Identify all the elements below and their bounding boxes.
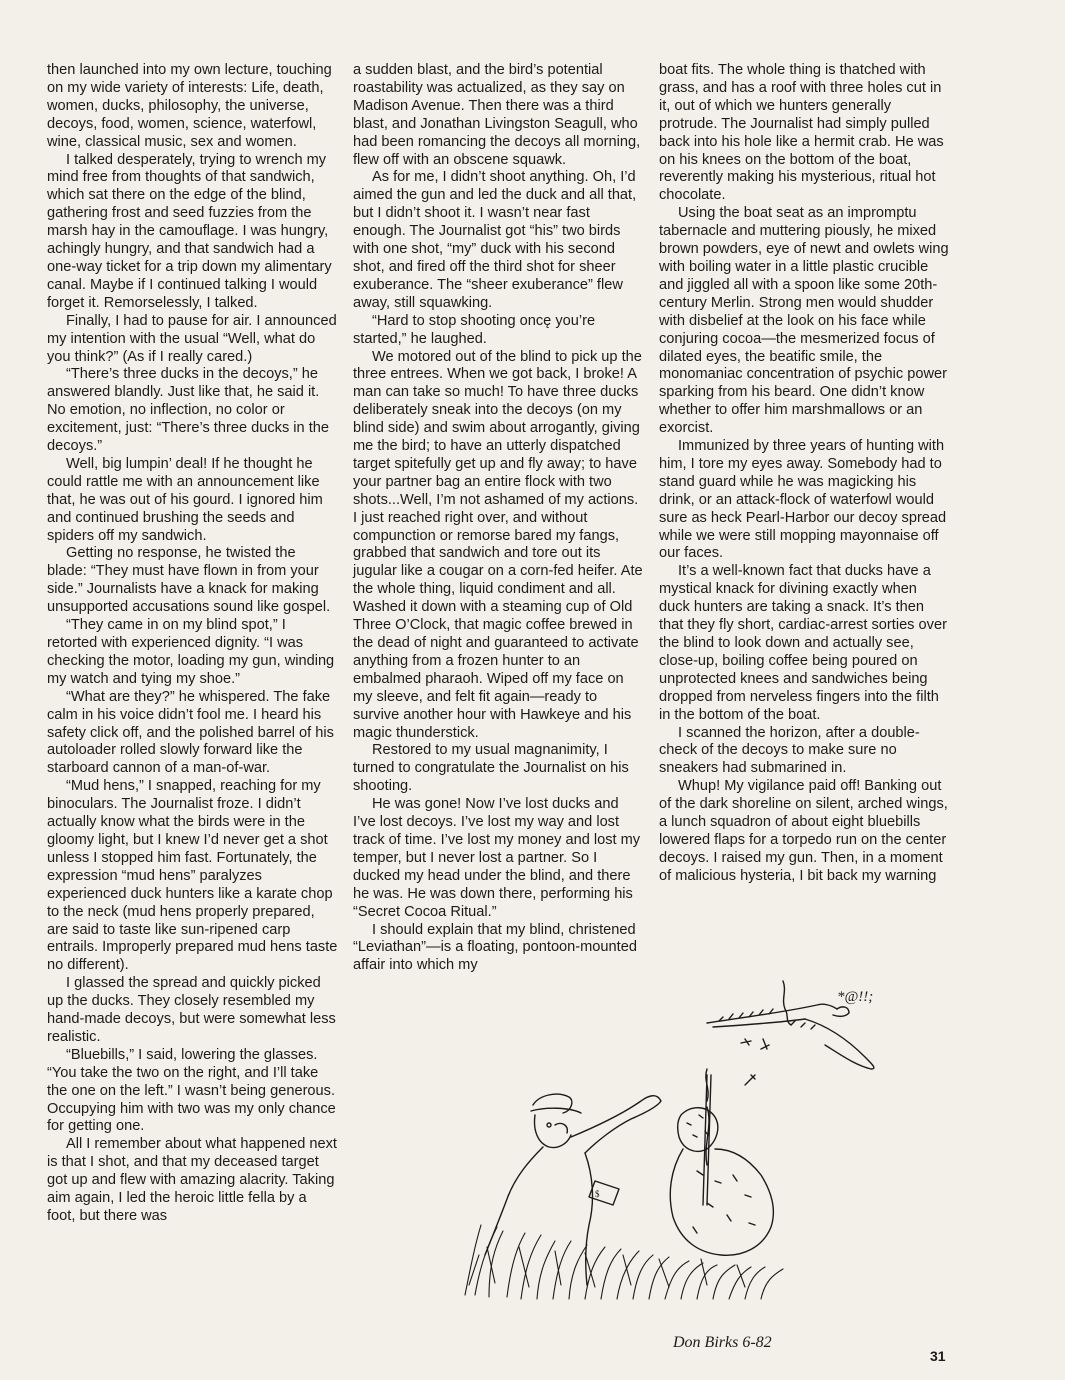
paragraph: then launched into my own lecture, touching on my wide variety of interests: Life, death, women, ducks, philosophy, the universe, decoys, food, women, science, waterfowl, wine, classical music, sex and women. — [47, 62, 332, 150]
paragraph: “Hard to stop shooting oncę you’re started,” he laughed. — [353, 312, 596, 347]
paragraph: Getting no response, he twisted the blade: “They must have flown in from your side.” Journalists have a knack for making unsupported accusations sound like gospel. — [47, 545, 331, 616]
paragraph: I should explain that my blind, christened “Leviathan”—is a floating, pontoon-mounted affair into which my — [353, 921, 637, 974]
page-number: 31 — [930, 1348, 946, 1364]
paragraph: I talked desperately, trying to wrench my mind free from thoughts of that sandwich, which sat there on the edge of the blind, gathering frost and seed fuzzies from the marsh hay in the camouflage. I was hungry, achingly hungry, and that sandwich had a one-way ticket for a trip down my alimentary canal. Maybe if I continued talking I would forget it. Remorselessly, I talked. — [47, 151, 332, 311]
paragraph: He was gone! Now I’ve lost ducks and I’ve lost decoys. I’ve lost my way and lost track of time. I’ve lost my money and lost my temper, but I never lost a partner. So I ducked my head under the blind, and there he was. He was down there, performing his “Secret Cocoa Ritual.” — [353, 796, 641, 920]
paragraph: Whup! My vigilance paid off! Banking out of the dark shoreline on silent, arched wings, a lunch squadron of about eight bluebills lowered flaps for a torpedo run on the center decoys. I raised my gun. Then, in a moment of malicious hysteria, I bit back my warning — [659, 778, 948, 884]
paragraph: Immunized by three years of hunting with him, I tore my eyes away. Somebody had to stand guard while he was magicking his drink, or an attack-flock of waterfowl would sure as heck Pearl-Harbor our decoy spread while we were still mopping mayonnaise off our faces. — [659, 438, 947, 562]
paragraph: “Mud hens,” I snapped, reaching for my binoculars. The Journalist froze. I didn’t actually know what the birds were in the gloomy light, but I knew I’d never get a shot unless I stopped him fast. Fortunately, the expression “mud hens” paralyzes experienced duck hunters like a karate chop to the neck (mud hens properly prepared, are said to taste like sun-ripened carp entrails. Improperly prepared mud hens taste no different). — [47, 778, 338, 974]
paragraph: Restored to my usual magnanimity, I turned to congratulate the Journalist on his shooting. — [353, 742, 629, 795]
right-hunter-drawing — [670, 1075, 773, 1255]
check-text: $ — [595, 1189, 600, 1199]
text-column-2 — [353, 62, 645, 975]
paragraph: “There’s three ducks in the decoys,” he answered blandly. Just like that, he said it. No emotion, no inflection, no color or excitement, just: “There’s three ducks in the decoys.” — [47, 366, 330, 455]
paragraph: As for me, I didn’t shoot anything. Oh, I’d aimed the gun and led the duck and all that, but I didn’t shoot it. I wasn’t near fast enough. The Journalist got “his” two birds with one shot, “my” duck with his second shot, and fired off the third shot for sheer exuberance. The “sheer exuberance” flew away, still squawking. — [353, 169, 637, 311]
paragraph: I scanned the horizon, after a double-check of the decoys to make sure no sneakers had submarined in. — [659, 724, 920, 777]
duck-exclamation: *@!!; — [837, 989, 874, 1005]
paragraph: boat fits. The whole thing is thatched with grass, and has a roof with three holes cut in it, out of which we hunters generally protrude. The Journalist had simply pulled back into his hole like a hermit crab. He was on his knees on the bottom of the boat, reverently making his mysterious, ritual hot chocolate. — [659, 62, 944, 204]
text-column-3 — [659, 62, 951, 886]
paragraph: a sudden blast, and the bird’s potential roastability was actualized, as they say on Madison Avenue. Then there was a third blast, and Jonathan Livingston Seagull, who had been romancing the decoys all morning, flew off with an obscene squawk. — [353, 62, 641, 168]
paragraph: I glassed the spread and quickly picked up the ducks. They closely resembled my hand-made decoys, but were somewhat less realistic. — [47, 975, 336, 1045]
paragraph: All I remember about what happened next is that I shot, and that my deceased target got up and flew with amazing alacrity. Taking aim again, I led the heroic little fella by a foot, but there was — [47, 1136, 337, 1224]
paragraph: Finally, I had to pause for air. I announced my intention with the usual “Well, what do you think?” (As if I really cared.) — [47, 312, 337, 365]
paragraph: It’s a well-known fact that ducks have a mystical knack for divining exactly when duck hunters are taking a snack. It’s then that they fly short, cardiac-arrest sorties over the blind to look down and actually see, close-up, boiling coffee being poured on unprotected knees and sandwiches being dropped from nerveless fingers into the filth in the bottom of the boat. — [659, 563, 947, 723]
paragraph: “Bluebills,” I said, lowering the glasses. “You take the two on the right, and I’ll take the one on the left.” I wasn’t being generous. Occupying him with two was my only chance for getting one. — [47, 1046, 336, 1135]
paragraph: Well, big lumpin’ deal! If he thought he could rattle me with an announcement like that, he was out of his gourd. I ignored him and continued brushing the seeds and spiders off my sandwich. — [47, 455, 323, 544]
paragraph: We motored out of the blind to pick up the three entrees. When we got back, I broke! A man can take so much! To have three ducks deliberately sneak into the decoys (on my blind side) and swim about arrogantly, giving me the bird; to have an utterly dispatched target spitefully get up and fly away; to have your partner bag an entire flock with two shots...Well, I’m not ashamed of my actions. I just reached right over, and without compunction or remorse bared my fangs, grabbed that sandwich and tore out its jugular like a cougar on a corn-fed heifer. Ate the whole thing, liquid condiment and all. Washed it down with a steaming cup of Old Three O’Clock, that magic coffee brewed in the dead of night and guaranteed to activate anything from a frozen hunter to an embalmed pharaoh. Wiped off my face on my sleeve, and felt fit again—ready to survive another hour with Hawkeye and his magic thunderstick. — [353, 348, 643, 741]
artist-signature: Don Birks 6-82 — [673, 1334, 772, 1351]
hunters-cartoon-illustration — [445, 965, 905, 1360]
paragraph: “They came in on my blind spot,” I retorted with experienced dignity. “I was checking the motor, loading my gun, winding my watch and tying my shoe.” — [47, 617, 335, 687]
marsh-grass-drawing — [465, 1225, 783, 1299]
paragraph: “What are they?” he whispered. The fake calm in his voice didn’t fool me. I heard his safety click off, and the polished barrel of his autoloader rolled slowly forward like the starboard cannon of a man-of-war. — [47, 688, 334, 777]
paragraph: Using the boat seat as an impromptu tabernacle and muttering piously, he mixed brown powders, eye of newt and owlets wing with boiling water in a little plastic crucible and jiggled all with a spoon like some 20th-century Merlin. Strong men would shudder with disbelief at the look on his face while conjuring cocoa—the mesmerized focus of dilated eyes, the beatific smile, the monomaniac concentration of psychic power sparking from his beard. One didn’t know whether to offer him marshmallows or an exorcist. — [659, 205, 949, 437]
text-column-1 — [47, 62, 339, 1226]
